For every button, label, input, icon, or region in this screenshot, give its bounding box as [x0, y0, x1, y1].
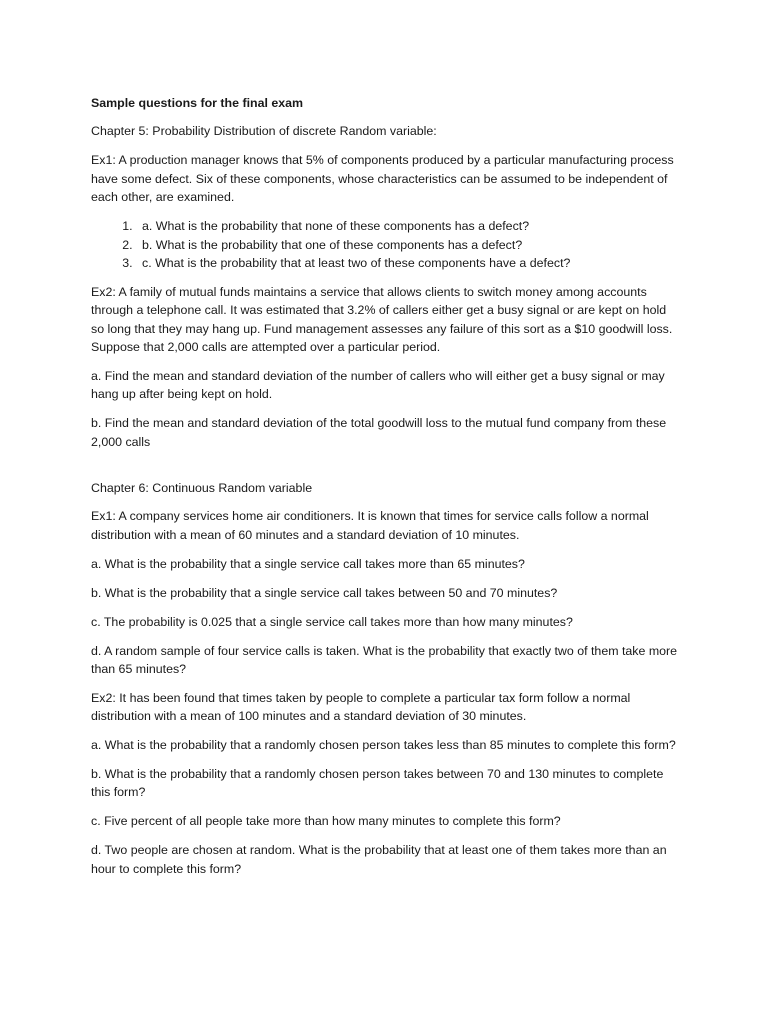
ch6-ex1-intro: Ex1: A company services home air conditioners. It is known that times for service calls follow a normal distribution with a mean of 60 minutes and a standard deviation of 10 minutes.: [91, 509, 649, 542]
ch5-ex1-intro: Ex1: A production manager knows that 5% of components produced by a particular manufacturing process have some defect. Six of these components, whose characteristics can be assumed to be independent of each other, are examined.: [91, 153, 674, 205]
ch6-ex1-question-d: d. A random sample of four service calls is taken. What is the probability that exactly two of them take more than 65 minutes?: [91, 643, 678, 676]
list-item: 2. b. What is the probability that one of these components has a defect?: [136, 236, 682, 255]
ch5-ex2-intro: Ex2: A family of mutual funds maintains a service that allows clients to switch money among accounts through a telephone call. It was estimated that 3.2% of callers either get a busy signal or are kept on hold so long that they may hang up. Fund management assesses any failure of this sort as a $10 goodwill loss. Suppose that 2,000 calls are attempted over a particular period.: [91, 284, 673, 355]
ch5-ex2-question-b: b. Find the mean and standard deviation of the total goodwill loss to the mutual fund company from these 2,000 calls: [91, 416, 667, 449]
ch6-ex2-intro: Ex2: It has been found that times taken by people to complete a particular tax form follow a normal distribution with a mean of 100 minutes and a standard deviation of 30 minutes.: [91, 690, 631, 724]
chapter6-heading: Chapter 6: Continuous Random variable: [91, 480, 313, 495]
ch5-ex2-question-a: a. Find the mean and standard deviation of the number of callers who will either get a busy signal or may hang up after being kept on hold.: [91, 368, 665, 402]
ch6-ex2-question-c: c. Five percent of all people take more than how many minutes to complete this form?: [91, 814, 561, 829]
list-item: 1. a. What is the probability that none of these components has a defect?: [136, 217, 682, 236]
document-title: Sample questions for the final exam: [91, 96, 304, 110]
ch5-ex1-question-list: [91, 217, 682, 273]
section-spacer: [91, 462, 682, 479]
chapter5-heading: Chapter 5: Probability Distribution of discrete Random variable:: [91, 124, 437, 139]
ch6-ex1-question-a: a. What is the probability that a single service call takes more than 65 minutes?: [91, 556, 525, 571]
ch6-ex2-question-d: d. Two people are chosen at random. What is the probability that at least one of them takes more than an hour to complete this form?: [91, 843, 667, 876]
list-item: 3. c. What is the probability that at least two of these components have a defect?: [136, 254, 682, 273]
ch6-ex2-question-a: a. What is the probability that a randomly chosen person takes less than 85 minutes to complete this form?: [91, 738, 676, 753]
ch6-ex2-question-b: b. What is the probability that a randomly chosen person takes between 70 and 130 minutes to complete this form?: [91, 767, 664, 800]
ch6-ex1-question-c: c. The probability is 0.025 that a single service call takes more than how many minutes?: [91, 614, 573, 629]
ch6-ex1-question-b: b. What is the probability that a single service call takes between 50 and 70 minutes?: [91, 585, 558, 600]
